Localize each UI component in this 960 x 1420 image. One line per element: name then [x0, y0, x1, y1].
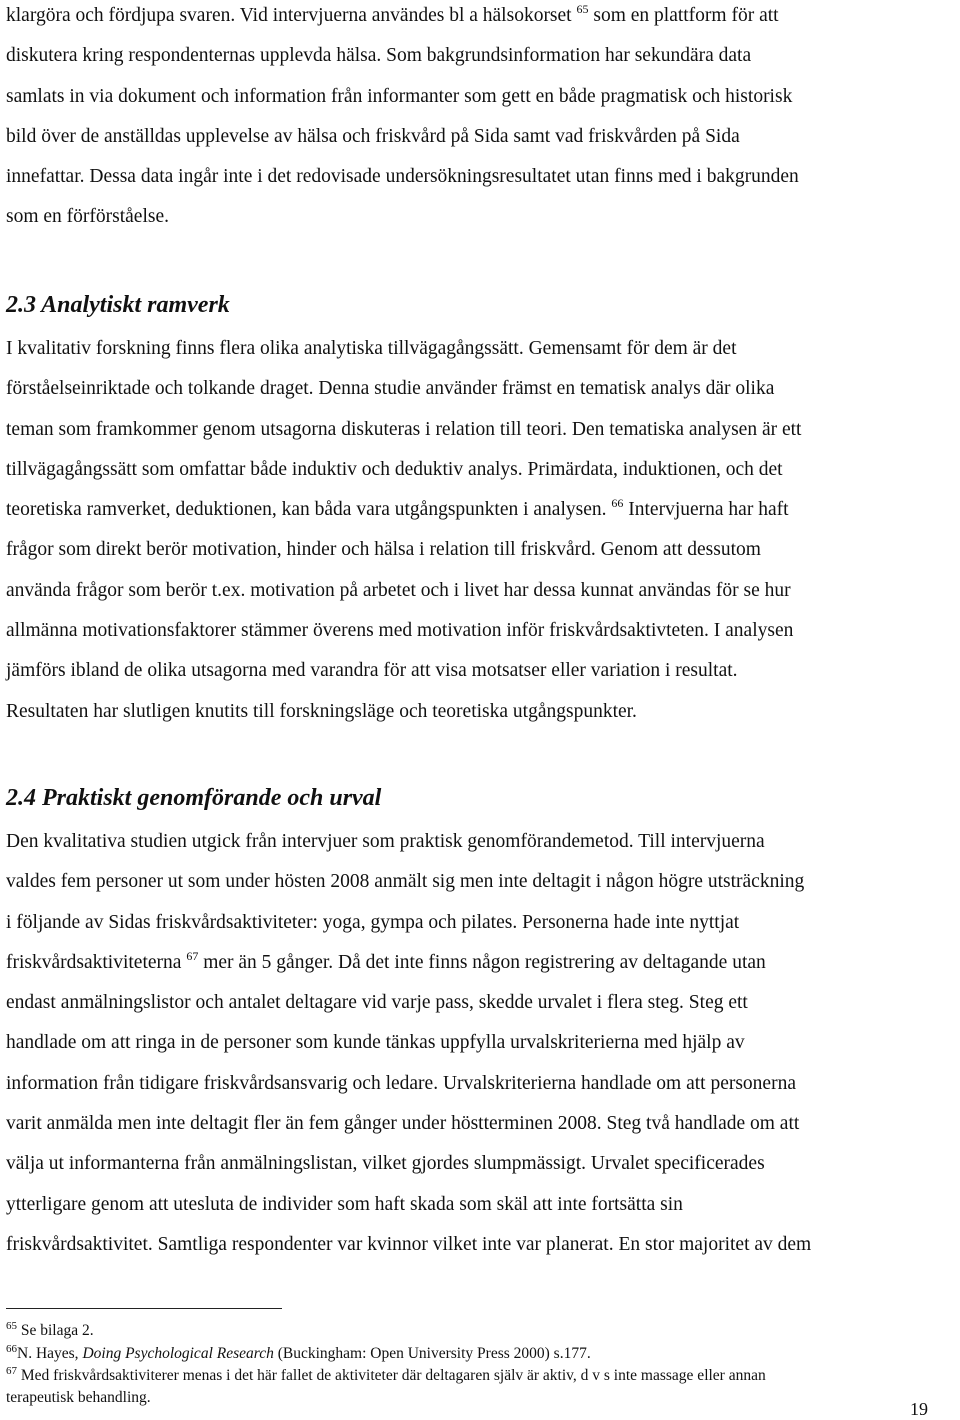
text-line: ytterligare genom att utesluta de individer som haft skada som skäl att inte fortsätta sin — [6, 1193, 683, 1215]
text-line: frågor som direkt berör motivation, hinder och hälsa i relation till friskvård. Genom att dessutom — [6, 539, 761, 561]
footnote-text: Med friskvårdsaktiviterer menas i det här fallet de aktiviteter där deltagaren själv är aktiv, d v s inte massage eller annan — [20, 1367, 766, 1384]
text-line: I kvalitativ forskning finns flera olika analytiska tillvägagångssätt. Gemensamt för dem är det — [6, 338, 737, 359]
text-line: använda frågor som berör t.ex. motivation på arbetet och i livet har dessa kunnat användas för se hur — [6, 579, 791, 601]
footnote-text: Se bilaga 2. — [20, 1322, 94, 1339]
text-line: allmänna motivationsfaktorer stämmer överens med motivation inför friskvårdsaktivteten. I analysen — [6, 620, 794, 642]
text-line: handlade om att ringa in de personer som kunde tänkas uppfylla urvalskriterierna med hjälp av — [6, 1032, 745, 1054]
section-2-4-paragraph — [6, 822, 954, 1265]
footnote-67-continuation: terapeutisk behandling. — [6, 1389, 151, 1406]
footnote-text: (Buckingham: Open University Press 2000) s.177. — [277, 1345, 591, 1362]
footnote-ref-66: 66 — [611, 496, 624, 511]
footnote-66 — [6, 1345, 591, 1363]
footnote-ref-65: 65 — [576, 2, 589, 16]
page-number: 19 — [910, 1399, 928, 1419]
text-line: innefattar. Dessa data ingår inte i det redovisade undersökningsresultatet utan finns med i bakgrunden — [6, 166, 799, 188]
text-line — [6, 943, 954, 983]
text-line: friskvårdsaktivitet. Samtliga respondenter var kvinnor vilket inte var planerat. En stor majoritet av dem — [6, 1233, 812, 1255]
footnote-number: 67 — [6, 1365, 17, 1377]
section-2-3-paragraph — [6, 329, 954, 732]
text-line: tillvägagångssätt som omfattar både induktiv och deduktiv analys. Primärdata, induktionen, och det — [6, 458, 783, 480]
text-line — [6, 0, 954, 36]
footnote-65 — [6, 1322, 94, 1340]
text-segment: Intervjuerna har haft — [628, 499, 789, 521]
text-line: som en förförståelse. — [6, 206, 169, 228]
section-heading-2-4: 2.4 Praktiskt genomförande och urval — [6, 785, 382, 811]
text-line: bild över de anställdas upplevelse av hälsa och friskvård på Sida samt vad friskvården på Sida — [6, 125, 740, 147]
text-line: endast anmälningslistor och antalet deltagare vid varje pass, skedde urvalet i flera steg. Steg ett — [6, 992, 748, 1014]
text-line: teman som framkommer genom utsagorna diskuteras i relation till teori. Den tematiska analysen är ett — [6, 418, 802, 440]
footnote-number: 66 — [6, 1343, 17, 1355]
footnote-ref-67: 67 — [186, 948, 199, 963]
text-line: samlats in via dokument och information från informanter som gett en både pragmatisk och historisk — [6, 85, 793, 107]
text-line: jämförs ibland de olika utsagorna med varandra för att visa motsatser eller variation i resultat. — [6, 660, 738, 682]
footnote-text: N. Hayes, — [17, 1345, 79, 1362]
intro-paragraph — [6, 0, 954, 238]
text-line: diskutera kring respondenternas upplevda hälsa. Som bakgrundsinformation har sekundära data — [6, 45, 752, 67]
text-line — [6, 490, 954, 530]
footnote-separator — [6, 1308, 282, 1309]
text-line: välja ut informanterna från anmälningslistan, vilket gjordes slumpmässigt. Urvalet specificerades — [6, 1153, 765, 1175]
footnote-book-title: Doing Psychological Research — [82, 1345, 274, 1362]
footnote-number: 65 — [6, 1320, 17, 1332]
text-line: Resultaten har slutligen knutits till forskningsläge och teoretiska utgångspunkter. — [6, 700, 637, 722]
text-line: i följande av Sidas friskvårdsaktiviteter: yoga, gympa och pilates. Personerna hade inte nyttjat — [6, 911, 740, 933]
text-line: varit anmälda men inte deltagit fler än fem gånger under höstterminen 2008. Steg två handlade om att — [6, 1113, 800, 1135]
text-segment: klargöra och fördjupa svaren. Vid intervjuerna användes bl a hälsokorset — [6, 5, 572, 26]
text-segment: teoretiska ramverket, deduktionen, kan båda vara utgångspunkten i analysen. — [6, 499, 607, 521]
text-segment: friskvårdsaktiviteterna — [6, 951, 182, 973]
text-line: Den kvalitativa studien utgick från intervjuer som praktisk genomförandemetod. Till intervjuerna — [6, 831, 765, 852]
text-segment: som en plattform för att — [593, 5, 779, 26]
footnote-67 — [6, 1367, 766, 1385]
text-line: valdes fem personer ut som under hösten 2008 anmält sig men inte deltagit i någon högre utsträckning — [6, 871, 805, 893]
section-heading-2-3: 2.3 Analytiskt ramverk — [6, 292, 230, 318]
text-segment: mer än 5 gånger. Då det inte finns någon registrering av deltagande utan — [203, 951, 766, 973]
text-line: förståelseinriktade och tolkande draget. Denna studie använder främst en tematisk analys där olika — [6, 378, 775, 400]
text-line: information från tidigare friskvårdsansvarig och ledare. Urvalskriterierna handlade om att personerna — [6, 1072, 796, 1094]
